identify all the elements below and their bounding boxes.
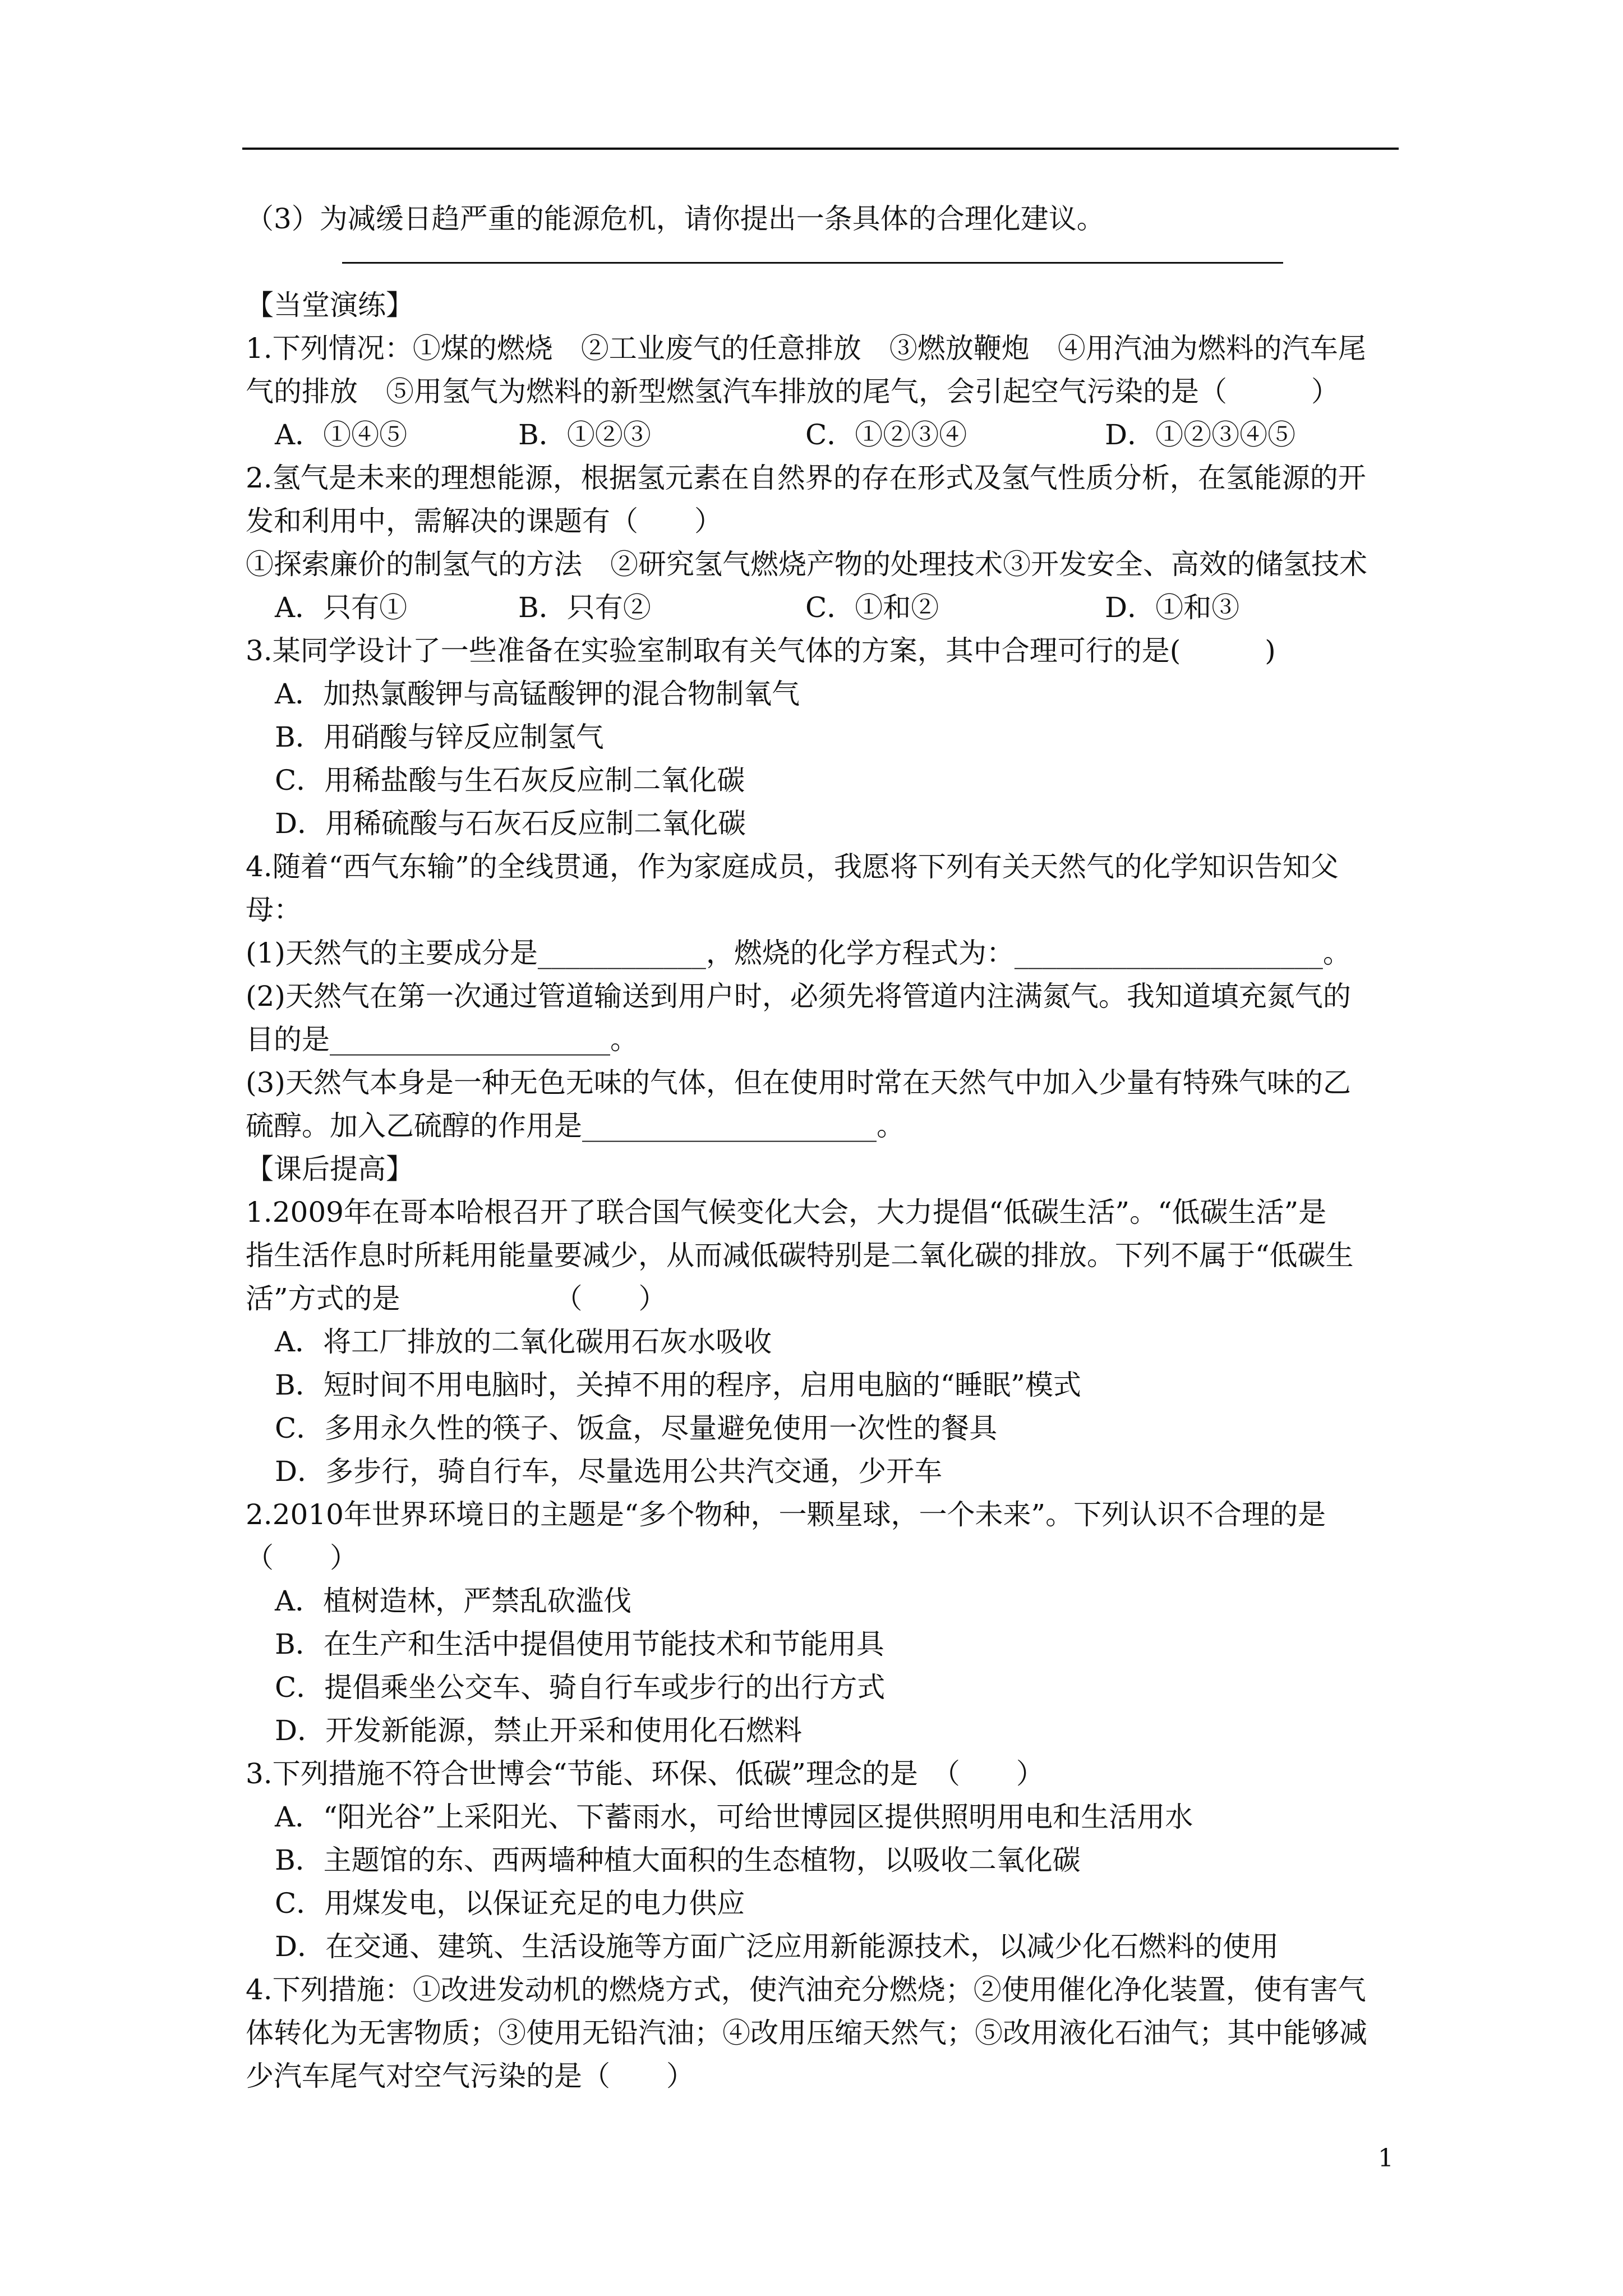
choice-option: D．①②③④⑤ <box>1105 418 1296 451</box>
option-line: A．将工厂排放的二氧化碳用石灰水吸收 <box>275 1326 772 1358</box>
choice-row <box>246 413 1407 457</box>
option-line: B．主题馆的东、西两墙种植大面积的生态植物，以吸收二氧化碳 <box>275 1844 1081 1876</box>
text-line: 3.某同学设计了一些准备在实验室制取有关气体的方案，其中合理可行的是( ) <box>246 634 1276 667</box>
text-line: 活”方式的是 （ ） <box>246 1282 667 1315</box>
option-line: B．在生产和生活中提倡使用节能技术和节能用具 <box>275 1628 884 1660</box>
choice-row <box>246 586 1407 629</box>
option-line: C．多用永久性的筷子、饭盒，尽量避免使用一次性的餐具 <box>275 1412 998 1444</box>
option-line: A．植树造林，严禁乱砍滥伐 <box>275 1585 632 1617</box>
option-line: C．用稀盐酸与生石灰反应制二氧化碳 <box>275 764 745 797</box>
text-line: 1.2009年在哥本哈根召开了联合国气候变化大会，大力提倡“低碳生活”。“低碳生活”是 <box>246 1196 1327 1228</box>
answer-blank-line <box>246 241 1407 284</box>
choice-option: B．①②③ <box>518 418 651 451</box>
choice-option: C．①和② <box>805 591 939 624</box>
option-line: D．开发新能源，禁止开采和使用化石燃料 <box>275 1714 803 1747</box>
header-rule <box>242 148 1399 150</box>
text-line: 发和利用中，需解决的课题有（ ） <box>246 505 722 537</box>
option-line: B．短时间不用电脑时，关掉不用的程序，启用电脑的“睡眠”模式 <box>275 1369 1081 1401</box>
text-line: 4.下列措施：①改进发动机的燃烧方式，使汽油充分燃烧；②使用催化净化装置，使有害气 <box>246 1973 1366 2006</box>
option-line: C．用煤发电，以保证充足的电力供应 <box>275 1887 745 1920</box>
choice-option: C．①②③④ <box>805 418 967 451</box>
option-line: D．用稀硫酸与石灰石反应制二氧化碳 <box>275 807 746 840</box>
answer-blank <box>342 262 1283 264</box>
text-line: 目的是____________________。 <box>246 1023 638 1056</box>
option-line: D．多步行，骑自行车，尽量选用公共汽交通，少开车 <box>275 1455 943 1488</box>
text-line: 少汽车尾气对空气污染的是（ ） <box>246 2060 694 2092</box>
text-line: 1.下列情况：①煤的燃烧 ②工业废气的任意排放 ③燃放鞭炮 ④用汽油为燃料的汽车尾 <box>246 332 1366 365</box>
choice-option: A．只有① <box>275 591 408 624</box>
text-line: （ ） <box>246 1542 358 1574</box>
document-body <box>246 197 1407 2098</box>
text-line: ①探索廉价的制氢气的方法 ②研究氢气燃烧产物的处理技术③开发安全、高效的储氢技术 <box>246 548 1367 581</box>
text-line: 2.氢气是未来的理想能源，根据氢元素在自然界的存在形式及氢气性质分析，在氢能源的开 <box>246 462 1366 494</box>
choice-option: B．只有② <box>518 591 651 624</box>
text-line: 指生活作息时所耗用能量要减少，从而减低碳特别是二氧化碳的排放。下列不属于“低碳生 <box>246 1239 1354 1272</box>
text-line: 体转化为无害物质；③使用无铅汽油；④改用压缩天然气；⑤改用液化石油气；其中能够减 <box>246 2017 1367 2049</box>
choice-option: D．①和③ <box>1105 591 1240 624</box>
option-line: B．用硝酸与锌反应制氢气 <box>275 721 604 753</box>
text-line: （3）为减缓日趋严重的能源危机，请你提出一条具体的合理化建议。 <box>246 203 1105 235</box>
option-line: A．加热氯酸钾与高锰酸钾的混合物制氧气 <box>275 678 800 710</box>
option-line: D．在交通、建筑、生活设施等方面广泛应用新能源技术，以减少化石燃料的使用 <box>275 1930 1279 1963</box>
text-line: 母： <box>246 894 302 926</box>
text-line: (2)天然气在第一次通过管道输送到用户时，必须先将管道内注满氮气。我知道填充氮气的 <box>246 980 1351 1013</box>
text-line: (3)天然气本身是一种无色无味的气体，但在使用时常在天然气中加入少量有特殊气味的乙 <box>246 1066 1351 1099</box>
option-line: C．提倡乘坐公交车、骑自行车或步行的出行方式 <box>275 1671 886 1704</box>
text-line: 2.2010年世界环境日的主题是“多个物种，一颗星球，一个未来”。下列认识不合理的是 <box>246 1498 1326 1531</box>
text-line: 3.下列措施不符合世博会“节能、环保、低碳”理念的是 （ ） <box>246 1757 1044 1790</box>
text-line: (1)天然气的主要成分是____________，燃烧的化学方程式为：______________________。 <box>246 937 1351 969</box>
text-line: 硫醇。加入乙硫醇的作用是_____________________。 <box>246 1110 905 1142</box>
choice-option: A．①④⑤ <box>275 418 408 451</box>
option-line: A．“阳光谷”上采阳光、下蓄雨水，可给世博园区提供照明用电和生活用水 <box>275 1801 1193 1833</box>
text-line: 4.随着“西气东输”的全线贯通，作为家庭成员，我愿将下列有关天然气的化学知识告知父 <box>246 850 1339 883</box>
text-line: 【当堂演练】 <box>246 289 414 321</box>
page-number: 1 <box>1378 2144 1394 2173</box>
text-line: 气的排放 ⑤用氢气为燃料的新型燃氢汽车排放的尾气，会引起空气污染的是（ ） <box>246 375 1339 408</box>
text-line: 【课后提高】 <box>246 1153 414 1185</box>
